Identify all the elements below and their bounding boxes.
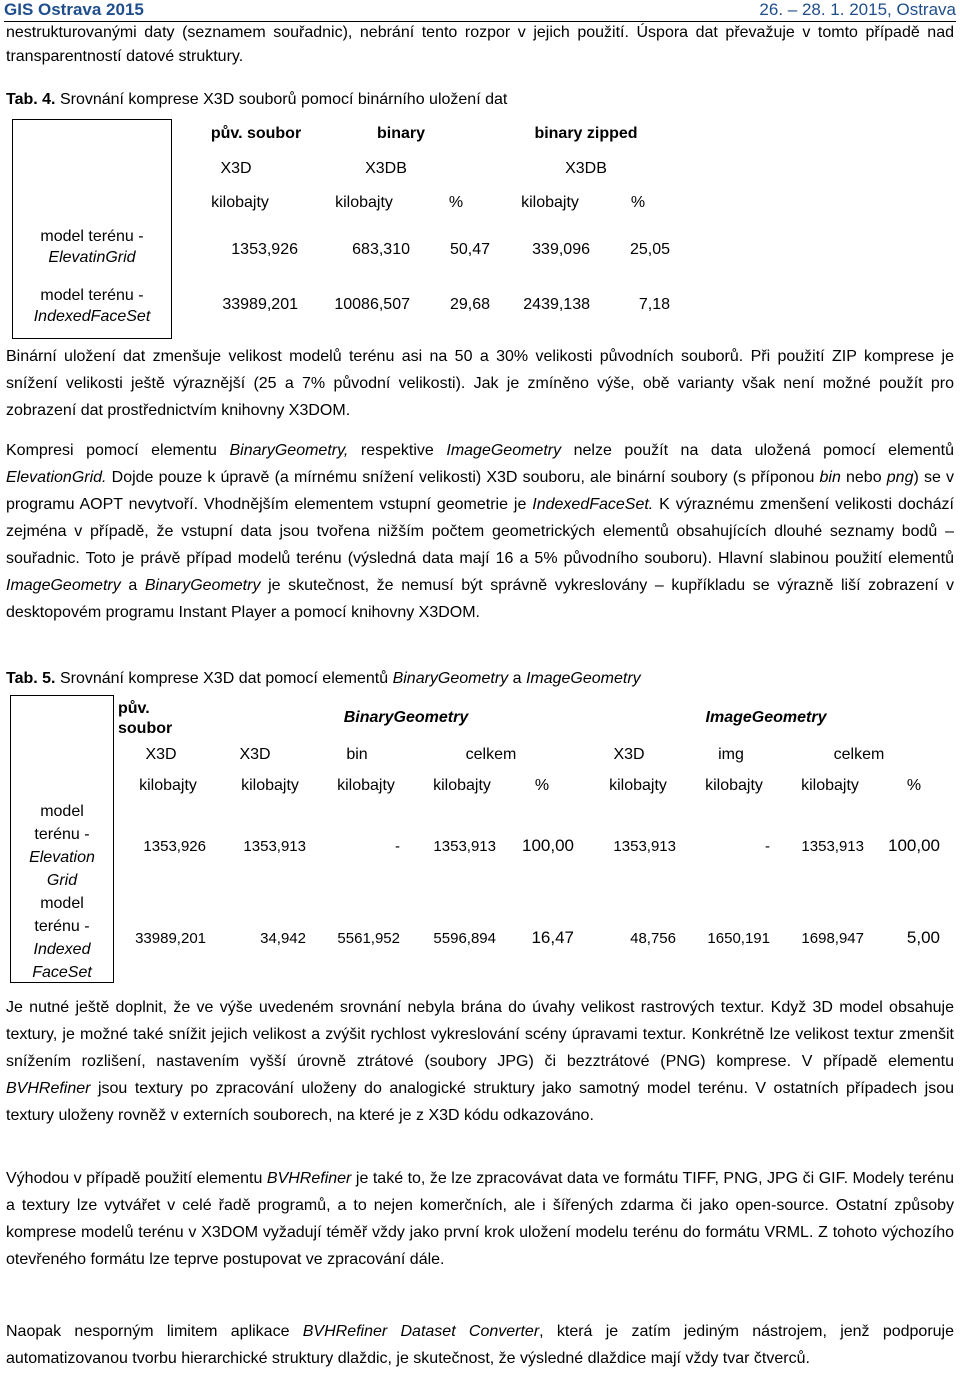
tab4-h2-x3d: X3D [220,160,252,177]
tab4-r2-c2: 29,68 [449,296,490,313]
tab5-caption [6,668,641,690]
tab5-h3-3: kilobajty [433,777,491,794]
conference-date: 26. – 28. 1. 2015, Ostrava [759,0,956,19]
tab4-h3-1: kilobajty [335,194,393,211]
p2-t8: a [120,577,145,594]
paragraph-binary: Binární uložení dat zmenšuje velikost modelů terénu asi na 50 a 30% velikosti původních souborů. Při použití ZIP komprese je snížení velikosti ještě výraznější (25 a 7% původní velikosti). Jak je zmíněno výše, obě varianty však není možné použít pro zobrazení dat prostřednictvím knihovny X3DOM. [6,348,954,419]
tab4-h2-x3db: X3DB [365,160,407,177]
tab5-h2-1: X3D [239,746,271,763]
p2-t7: K výraznému zmenšení velikosti dochází zejména v případě, že vstupní data jsou tvořena nižším počtem geometrických elementů obsahujících dlouhé seznamy bodů – souřadnic. Toto je právě případ modelů terénu (výsledná data mají 16 a 5% původního souboru). Hlavní slabinou použití elementů [6,496,954,567]
conference-title: GIS Ostrava 2015 [4,0,144,19]
tab5-row-labels [10,695,114,983]
tab4-row-labels [12,119,172,339]
tab4-r2-c3: 2439,138 [523,296,590,313]
tab4-h3-2: % [448,194,464,211]
tab4-r1-c0: 1353,926 [231,241,298,258]
tab5-r1-l1: terénu - [34,826,90,843]
tab4-caption-text: Srovnání komprese X3D souborů pomocí binárního uložení dat [55,91,508,108]
p2-t5: nebo [840,469,887,486]
p2-i2: ImageGeometry [446,442,562,459]
tab5-r1-c5: 1353,913 [613,838,676,855]
tab4-row1-label [13,226,171,268]
tab5-r1-c2: - [395,838,400,855]
tab4-h-binzip: binary zipped [534,125,638,142]
paragraph-advantage [6,1165,954,1273]
tab4-r1-c4: 25,05 [629,241,670,258]
tab4-h3-3: kilobajty [521,194,579,211]
tab5-r2-c7: 1698,947 [801,930,864,947]
p2-i7: ImageGeometry [6,577,121,594]
p2-t3: nelze použít na data uložená pomocí elementů [561,442,955,459]
tab5-h-binarygeometry: BinaryGeometry [343,709,469,726]
p2-i3: ElevationGrid. [6,469,107,486]
tab5-r2-c0: 33989,201 [135,930,206,947]
tab5-h3-7: kilobajty [801,777,859,794]
tab5-caption-i2: ImageGeometry [525,670,641,687]
tab5-h3-5: kilobajty [609,777,667,794]
p4-t1: Výhodou v případě použití elementu [6,1170,267,1187]
tab5-caption-t1: Srovnání komprese X3D dat pomocí elementů [55,670,393,687]
tab4-h2-x3db-zip: X3DB [565,160,607,177]
tab5-r2-l0: model [40,895,84,912]
tab5-r2-c4: 16,47 [531,928,574,947]
p2-t6: ) se v programu AOPT nevytvoří. Vhodnějším elementem vstupní geometrie je [6,469,954,513]
tab4-r1-c2: 50,47 [449,241,490,258]
table-5 [6,695,954,985]
p2-t1: Kompresi pomocí elementu [6,442,230,459]
tab5-caption-label: Tab. 5. [6,670,56,687]
paragraph-intro: nestrukturovanými daty (seznamem souřadnic), nebrání tento rozpor v jejich použití. Úspora dat převažuje v tomto případě nad transparentností datové struktury. [6,24,954,65]
tab5-r2-c8: 5,00 [906,928,940,947]
tab5-h2-2: bin [346,746,368,763]
tab5-r1-c7: 1353,913 [801,838,864,855]
p2-i1: BinaryGeometry, [229,442,349,459]
paragraph-limit [6,1318,954,1372]
tab5-r2-l3: FaceSet [32,964,92,981]
p2-t2: respektive [348,442,447,459]
tab5-r1-c6: - [765,838,770,855]
p5-i1: BVHRefiner Dataset Converter [302,1323,540,1340]
tab4-caption [6,89,507,111]
tab5-h-orig-2: soubor [118,720,173,737]
tab4-row2-label-line2: IndexedFaceSet [33,308,151,325]
tab5-r1-l0: model [40,803,84,820]
tab5-r1-c3: 1353,913 [433,838,496,855]
tab4-caption-label: Tab. 4. [6,91,56,108]
tab5-h-orig-1: pův. [118,700,150,717]
table-4 [6,119,676,341]
p4-t2: je také to, že lze zpracovávat data ve formátu TIFF, PNG, JPG či GIF. Modely terénu a textury lze vytvářet v celé řadě programů, a to nejen komerčních, ale i šířených zdarma či jako open-source. Ostatní způsoby komprese modelů terénu v X3DOM vyžadují téměř vždy jako první krok uložení modelu terénu do formátu VRML. Z tohoto výchozího otevřeného formátu lze teprve postupovat ve zpracování dále. [6,1170,954,1268]
tab5-h2-0: X3D [145,746,177,763]
tab4-h-orig: pův. soubor [210,125,302,142]
p2-t4: Dojde pouze k úpravě (a mírnému snížení velikosti) X3D souboru, ale binární soubory (s příponou [106,469,820,486]
tab4-r1-c3: 339,096 [532,241,590,258]
tab5-r1-c4: 100,00 [522,836,574,855]
paragraph-compression [6,437,954,626]
p2-i5: png [886,469,914,486]
tab5-h2-3: celkem [465,746,517,763]
tab4-h3-0: kilobajty [211,194,269,211]
tab5-r2-c5: 48,756 [630,930,676,947]
tab5-h2-4: X3D [613,746,645,763]
tab4-row1-label-line2: ElevatinGrid [48,249,136,266]
tab4-row1-label-line1: model terénu - [40,228,144,245]
tab5-h2-5: img [718,746,744,763]
tab5-h-imagegeometry: ImageGeometry [705,709,827,726]
tab5-h2-6: celkem [833,746,885,763]
p5-t2: , která je zatím jediným nástrojem, jenž podporuje automatizovanou tvorbu hierarchické struktury dlaždic, je skutečnost, že výsledné dlaždice mají vždy tvar čtverců. [6,1323,954,1367]
p3-i1: BVHRefiner [6,1080,91,1097]
tab5-h3-6: kilobajty [705,777,763,794]
tab5-caption-i1: BinaryGeometry [392,670,509,687]
paragraph-textures [6,994,954,1129]
tab5-r2-c6: 1650,191 [707,930,770,947]
tab4-r1-c1: 683,310 [352,241,410,258]
tab5-caption-t2: a [508,670,526,687]
tab5-r2-l1: terénu - [34,918,90,935]
tab4-h-binary: binary [376,125,425,142]
tab5-h3-4: % [534,777,550,794]
p2-i6: IndexedFaceSet. [532,496,654,513]
p3-t1: Je nutné ještě doplnit, že ve výše uvedeném srovnání nebyla brána do úvahy velikost rastrových textur. Když 3D model obsahuje textury, je možné také snížit jejich velikost a zvýšit rychlost vykreslování scény úpravami textur. Konkrétně lze velikost textur zmenšit snížením rozlišení, nastavením vyšší úrovně ztrátové (soubory JPG) či bezztrátové (PNG) komprese. V případě elementu [6,999,954,1070]
p2-i4: bin [819,469,841,486]
tab4-r2-c0: 33989,201 [222,296,298,313]
tab5-r1-c1: 1353,913 [243,838,306,855]
tab5-r1-c8: 100,00 [888,836,940,855]
tab5-r1-l2: Elevation [29,849,95,866]
tab5-r2-c2: 5561,952 [337,930,400,947]
tab5-r2-c1: 34,942 [260,930,306,947]
tab5-h3-2: kilobajty [337,777,395,794]
tab5-r1-c0: 1353,926 [143,838,206,855]
tab4-row2-label [13,285,171,327]
tab5-r2-c3: 5596,894 [433,930,496,947]
p2-i8: BinaryGeometry [144,577,261,594]
page-header [4,0,956,20]
tab5-row2-label [11,892,113,984]
p3-t2: jsou textury po zpracování uloženy do analogické struktury jako samotný model terénu. V ostatních případech jsou textury uloženy rovněž v externích souborech, na které je z X3D kódu odkazováno. [6,1080,954,1124]
tab4-row2-label-line1: model terénu - [40,287,144,304]
tab5-h3-8: % [906,777,922,794]
p4-i1: BVHRefiner [266,1170,352,1187]
tab4-r2-c1: 10086,507 [334,296,410,313]
p5-t1: Naopak nesporným limitem aplikace [6,1323,303,1340]
tab5-r1-l3: Grid [46,872,78,889]
tab5-h3-1: kilobajty [241,777,299,794]
p2-t9: je skutečnost, že nemusí být správně vykreslovány – kupříkladu se výrazně liší zobrazení v desktopovém programu Instant Player a pomocí knihovny X3DOM. [6,577,955,621]
tab4-h3-4: % [630,194,646,211]
tab5-r2-l2: Indexed [33,941,91,958]
tab5-h3-0: kilobajty [139,777,197,794]
tab4-r2-c4: 7,18 [638,296,670,313]
tab5-row1-label [11,800,113,892]
